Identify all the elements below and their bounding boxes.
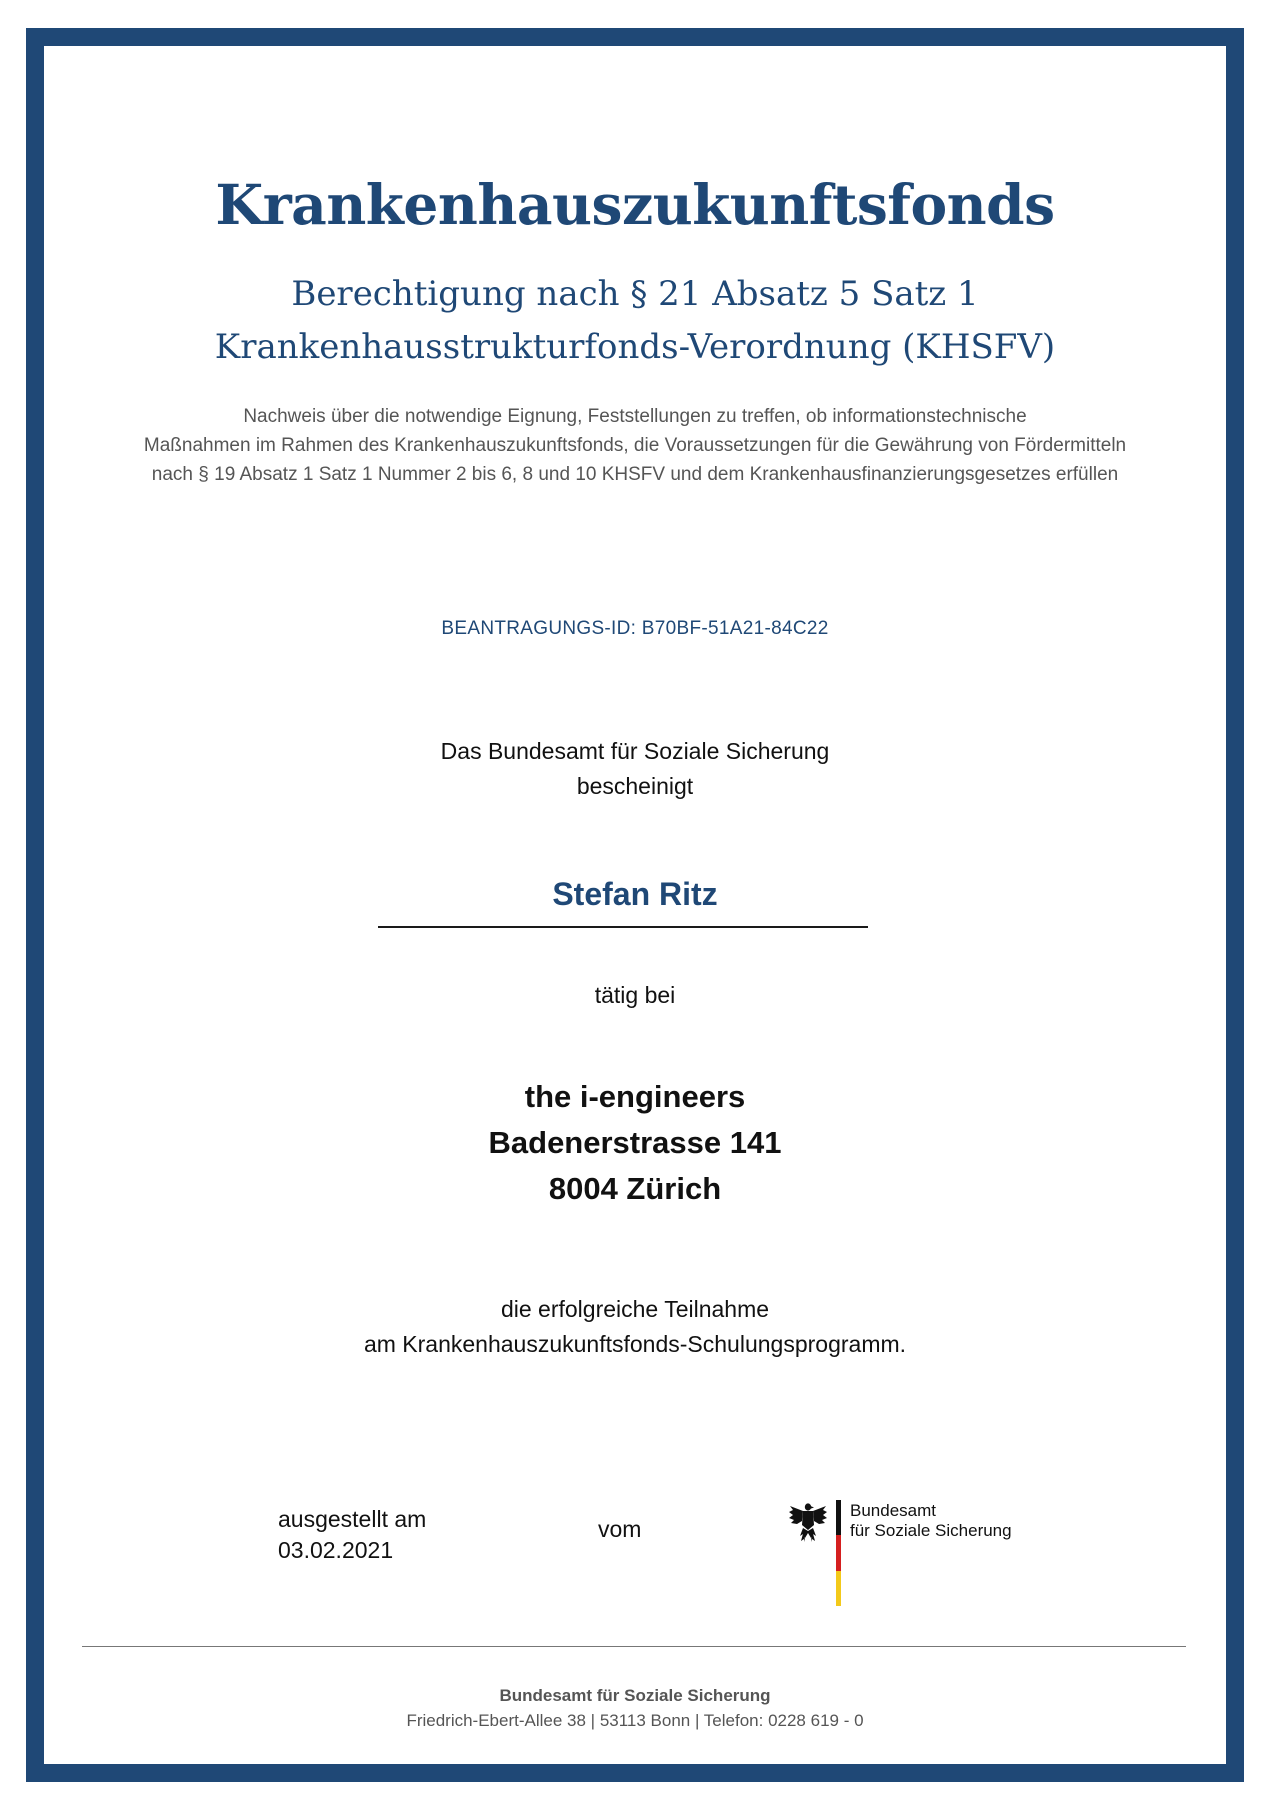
footer-divider — [82, 1646, 1186, 1647]
flag-stripe-gold — [836, 1571, 841, 1606]
federal-eagle-icon — [788, 1500, 828, 1544]
issuer-line: bescheinigt — [576, 773, 694, 799]
subtitle-line: Krankenhausstrukturfonds-Verordnung (KHSFV) — [214, 327, 1056, 367]
issued-label: ausgestellt am — [278, 1506, 427, 1532]
organization-block — [0, 1074, 1270, 1212]
logo-text-line: Bundesamt — [850, 1501, 936, 1520]
intro-line: Maßnahmen im Rahmen des Krankenhauszukunftsfonds, die Voraussetzungen für die Gewährung von Fördermitteln — [143, 435, 1127, 456]
recipient-name: Stefan Ritz — [552, 876, 718, 912]
issuer-statement — [0, 734, 1270, 804]
name-underline — [378, 926, 868, 928]
confirmation-statement — [0, 1292, 1270, 1362]
flag-bar — [836, 1500, 841, 1606]
working-at-label: tätig bei — [594, 982, 676, 1008]
certificate-subtitle — [0, 268, 1270, 374]
confirmation-line: am Krankenhauszukunftsfonds-Schulungsprogramm. — [363, 1331, 907, 1357]
issued-date: 03.02.2021 — [278, 1537, 394, 1563]
issued-block — [278, 1504, 426, 1566]
intro-line: nach § 19 Absatz 1 Satz 1 Nummer 2 bis 6, 8 und 10 KHSFV und dem Krankenhausfinanzierungsgesetzes erfüllen — [151, 464, 1119, 485]
logo-text — [850, 1501, 1012, 1541]
flag-stripe-red — [836, 1535, 841, 1570]
bas-logo — [788, 1500, 1048, 1606]
organization-city: 8004 Zürich — [548, 1171, 722, 1206]
subtitle-line: Berechtigung nach § 21 Absatz 5 Satz 1 — [291, 274, 979, 314]
certificate-intro — [0, 402, 1270, 489]
by-label: vom — [598, 1516, 642, 1542]
confirmation-line: die erfolgreiche Teilnahme — [500, 1296, 770, 1322]
flag-stripe-black — [836, 1500, 841, 1535]
organization-name: the i-engineers — [524, 1079, 746, 1114]
certificate-title: Krankenhauszukunftsfonds — [215, 172, 1055, 237]
footer-organization: Bundesamt für Soziale Sicherung — [499, 1686, 771, 1705]
application-id: BEANTRAGUNGS-ID: B70BF-51A21-84C22 — [441, 618, 829, 639]
intro-line: Nachweis über die notwendige Eignung, Feststellungen zu treffen, ob informationstechnische — [243, 406, 1027, 427]
issuer-line: Das Bundesamt für Soziale Sicherung — [440, 738, 830, 764]
logo-text-line: für Soziale Sicherung — [850, 1521, 1012, 1540]
footer-address: Friedrich-Ebert-Allee 38 | 53113 Bonn | Telefon: 0228 619 - 0 — [406, 1711, 864, 1730]
organization-street: Badenerstrasse 141 — [488, 1125, 782, 1160]
